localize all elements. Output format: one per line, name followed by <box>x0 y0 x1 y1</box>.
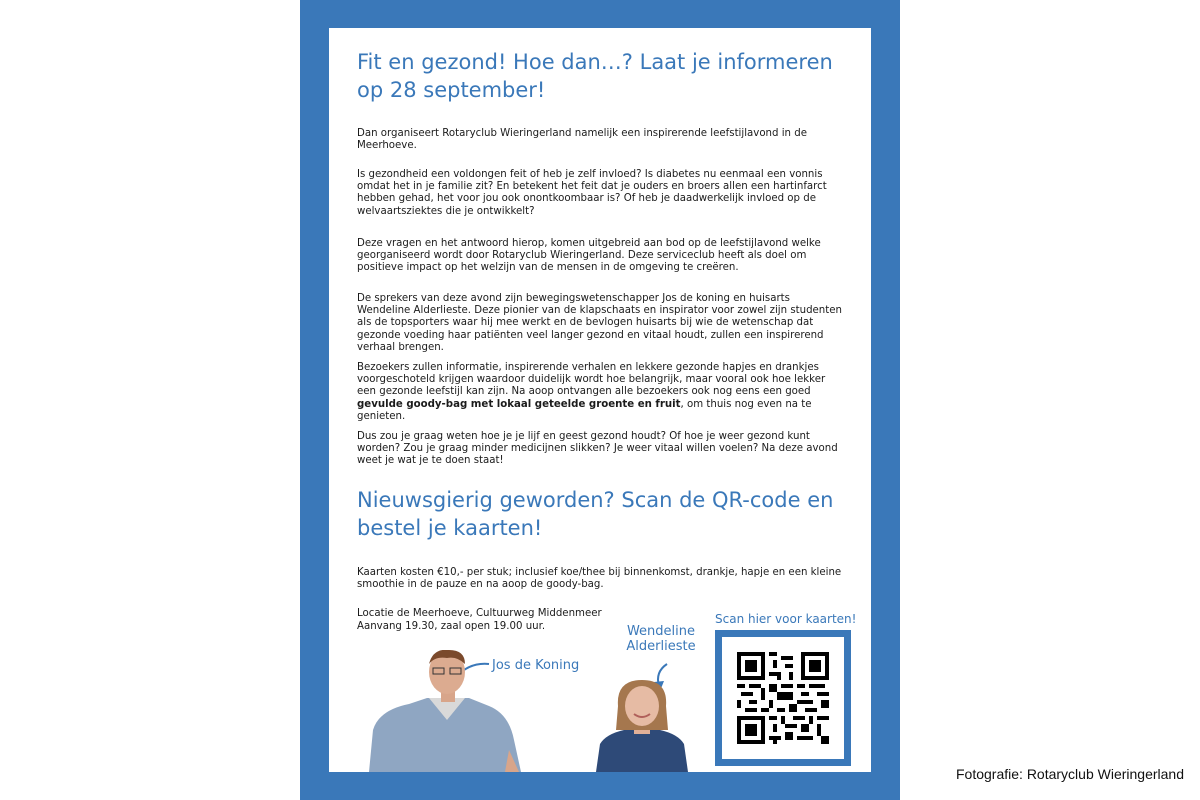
visitors-text-end: , om thuis nog even na te genieten. <box>357 398 812 422</box>
poster-content <box>329 28 871 772</box>
qr-code-icon <box>737 652 829 744</box>
goody-bag-highlight: gevulde goody-bag met lokaal geteelde groente en fruit <box>357 398 681 410</box>
speaker-photo-wendeline <box>594 680 690 772</box>
visitors-paragraph <box>357 362 842 423</box>
price-paragraph: Kaarten kosten €10,- per stuk; inclusief koe/thee bij binnenkomst, drankje, hapje en een kleine smoothie in de pauze en na aoop de goody-bag. <box>357 567 842 591</box>
poster-frame <box>300 0 900 800</box>
location-line: Locatie de Meerhoeve, Cultuurweg Middenmeer <box>357 608 602 619</box>
qr-caption: Scan hier voor kaarten! <box>715 612 857 626</box>
photo-credit: Fotografie: Rotaryclub Wieringerland <box>956 766 1184 782</box>
speaker-name-wendeline <box>615 624 707 654</box>
speakers-paragraph: De sprekers van deze avond zijn bewegingswetenschapper Jos de koning en huisarts Wendeline Alderlieste. Deze pionier van de klapschaats en inspirator voor zowel zijn studenten als de topsporters waar hij mee werkt en de bevlogen huisarts bij wie de wetenschap dat gezonde voeding haar patiënten veel langer gezond en vitaal houdt, zullen een inspirerend verhaal brengen. <box>357 293 842 353</box>
visitors-text: Bezoekers zullen informatie, inspirerende verhalen en lekkere gezonde hapjes en drankjes voorgeschoteld krijgen waardoor duidelijk wordt hoe belangrijk, maar vooral ook hoe lekker een gezonde leefstijl kan zijn. Na aoop ontvangen alle bezoekers ook nog eens een goed <box>357 362 826 398</box>
intro-paragraph: Dan organiseert Rotaryclub Wieringerland namelijk een inspirerende leefstijlavond in de Meerhoeve. <box>357 128 807 152</box>
questions-paragraph: Is gezondheid een voldongen feit of heb je zelf invloed? Is diabetes nu eenmaal een vonnis omdat het in je familie zit? En betekent het feit dat je ouders en broers allen een hartinfarct hebben gehad, het voor jou ook onontkoombaar is? Of heb je daadwerkelijk invloed op de welvaartsziektes die je ontwikkelt? <box>357 169 827 217</box>
qr-code[interactable] <box>722 637 844 759</box>
speaker-name-jos: Jos de Koning <box>492 658 580 673</box>
speaker-name-first: Wendeline <box>626 624 696 639</box>
poster-title: Fit en gezond! Hoe dan…? Laat je informeren op 28 september! <box>357 50 833 102</box>
answer-paragraph: Deze vragen en het antwoord hierop, komen uitgebreid aan bod op de leefstijlavond welke georganiseerd wordt door Rotaryclub Wieringerland. Deze serviceclub heeft als doel om positieve impact op het welzijn van de mensen in de omgeving te creëren. <box>357 238 821 274</box>
speaker-name-last: Alderlieste <box>626 639 696 654</box>
speaker-photo-jos <box>369 650 524 772</box>
closing-paragraph: Dus zou je graag weten hoe je je lijf en geest gezond houdt? Of hoe je weer gezond kunt worden? Zou je graag minder medicijnen slikken? Je weer vitaal willen voelen? Na deze avond weet je wat je te doen staat! <box>357 431 838 467</box>
poster-subtitle: Nieuwsgierig geworden? Scan de QR-code en bestel je kaarten! <box>357 488 834 540</box>
time-line: Aanvang 19.30, zaal open 19.00 uur. <box>357 621 546 632</box>
qr-frame <box>715 630 851 766</box>
